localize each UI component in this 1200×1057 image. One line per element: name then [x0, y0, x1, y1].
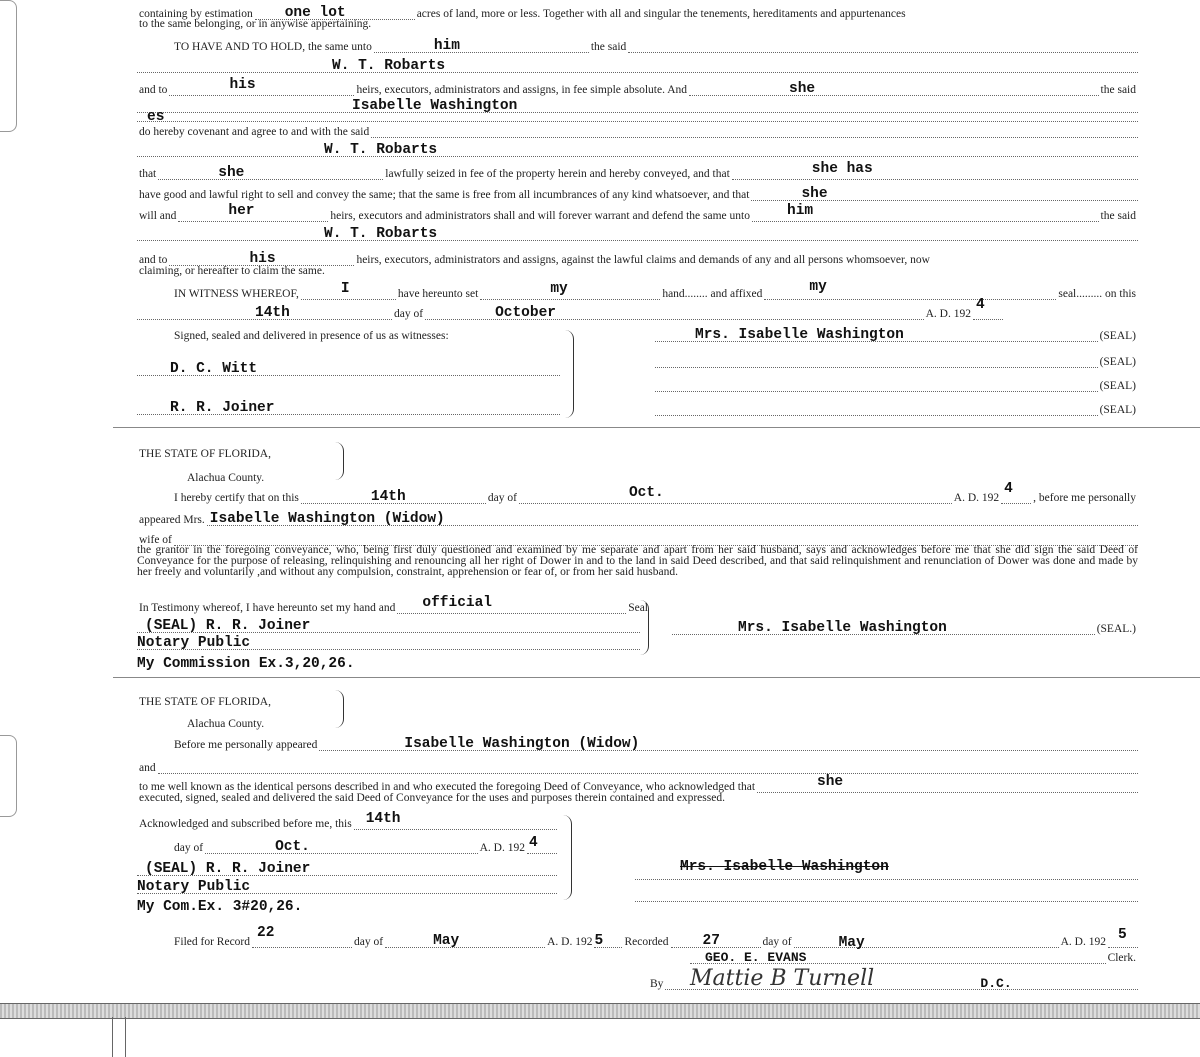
label: the said: [1100, 84, 1136, 96]
label: that: [139, 168, 157, 180]
signature-line: [655, 398, 1138, 416]
signature-line: [635, 859, 1138, 880]
date-line: [137, 297, 1003, 321]
label: day of: [487, 492, 517, 504]
label: THE STATE OF FLORIDA,: [139, 448, 271, 460]
witness-line: [137, 397, 560, 415]
brace: [565, 330, 574, 418]
divider: [113, 427, 1200, 428]
field: [178, 205, 328, 222]
typed-value: 4: [529, 835, 538, 851]
field: [689, 79, 1099, 96]
label: have hereunto set: [397, 288, 479, 300]
label: day of: [762, 936, 792, 948]
typed-value: Isabelle Washington (Widow): [404, 736, 640, 752]
label: and to: [139, 254, 168, 266]
notary-line: [137, 858, 557, 876]
brace: [335, 690, 344, 728]
field: [207, 509, 1138, 526]
typed-value: 14th: [370, 489, 406, 505]
label: A. D. 192: [1060, 936, 1106, 948]
commission-text: My Com.Ex. 3#20,26.: [137, 899, 303, 915]
label: and to: [139, 84, 168, 96]
field: [764, 279, 1056, 300]
label: By: [650, 978, 664, 990]
label: day of: [394, 308, 424, 320]
typed-value: W. T. Robarts: [332, 58, 446, 74]
field: [655, 351, 1098, 368]
field: [137, 859, 557, 876]
label: Filed for Record: [174, 936, 251, 948]
typed-value: his: [229, 77, 256, 93]
typed-value: 5: [594, 933, 604, 949]
notary-line: [137, 876, 557, 894]
field: [137, 140, 1138, 157]
brace: [640, 600, 649, 655]
county-line: [185, 712, 1138, 730]
commission-text: My Commission Ex.3,20,26.: [137, 656, 355, 672]
date-line: [172, 836, 557, 854]
label-line: [172, 324, 540, 342]
field: [137, 359, 560, 376]
field: [752, 205, 1099, 222]
field: [690, 947, 1106, 964]
signature-line: [672, 617, 1138, 635]
line: [137, 259, 1138, 277]
label: the said: [1100, 210, 1136, 222]
binder-mark: [0, 735, 17, 817]
label: do hereby covenant and agree to and with the said: [139, 126, 370, 138]
label: A. D. 192: [547, 936, 593, 948]
label: heirs, executors, administrators and assigns, in fee simple absolute. And: [356, 84, 687, 96]
field: [137, 398, 560, 415]
label: THE STATE OF FLORIDA,: [139, 696, 271, 708]
typed-value: (SEAL) R. R. Joiner: [145, 618, 311, 634]
field: [301, 283, 396, 300]
label: Recorded: [624, 936, 669, 948]
label: Acknowledged and subscribed before me, this: [139, 818, 352, 830]
typed-value: she: [817, 774, 844, 790]
label: heirs, executors, administrators and assigns, against the lawful claims and demands of any and all persons whomsoever, now: [356, 254, 930, 266]
typed-value: 22: [257, 925, 275, 941]
right-line: [137, 183, 1138, 201]
field: [519, 487, 952, 504]
label: day of: [354, 936, 384, 948]
typed-value: 14th: [255, 305, 290, 321]
and-line: [137, 756, 1138, 774]
label: IN WITNESS WHEREOF,: [174, 288, 299, 300]
field: [137, 877, 557, 894]
signature-line: [655, 374, 1138, 392]
divider: [113, 677, 1200, 678]
field: [137, 303, 392, 320]
field: [594, 931, 622, 948]
brace: [335, 442, 344, 480]
field: [137, 56, 1138, 73]
field: [751, 184, 1138, 201]
label: Seal: [628, 602, 648, 614]
witness-line: [137, 358, 560, 376]
typed-value: official: [422, 595, 493, 611]
appeared-line: [137, 508, 1138, 526]
witness-whereof-line: [172, 279, 1138, 300]
typed-value: she: [801, 186, 828, 202]
line: [137, 12, 1138, 30]
label: day of: [174, 842, 204, 854]
typed-value: my: [809, 279, 827, 295]
label: A. D. 192: [953, 492, 1000, 504]
typed-value: her: [228, 203, 255, 219]
typed-value: Oct.: [628, 485, 664, 501]
margin-rule: [125, 1017, 126, 1057]
field: [158, 757, 1138, 774]
typed-value: I: [340, 281, 350, 297]
heirs-line: [137, 78, 1138, 96]
typed-value: May: [838, 935, 865, 951]
label: Alachua County.: [187, 718, 265, 730]
appeared-line: [172, 733, 1138, 751]
field: [672, 618, 1095, 635]
typed-value: Notary Public: [137, 635, 251, 651]
field: [655, 375, 1098, 392]
typed-value: October: [495, 305, 556, 321]
label: to me well known as the identical persons described in and who executed the foregoing Deed of Conveyance, who acknowledged that: [139, 781, 756, 793]
label: claiming, or hereafter to claim the same.: [139, 265, 325, 277]
label: appeared Mrs.: [139, 514, 205, 526]
label: (SEAL): [1099, 330, 1136, 342]
label: and: [139, 762, 156, 774]
field: [301, 487, 486, 504]
page-bottom-border: [0, 1003, 1200, 1019]
county-line: [185, 466, 1138, 484]
label: , before me personally: [1033, 492, 1136, 504]
field: [252, 925, 352, 948]
clerk-line: [690, 946, 1138, 964]
field: [137, 224, 1138, 241]
label: I hereby certify that on this: [174, 492, 299, 504]
certify-line: [172, 481, 1138, 505]
warrant-line: [137, 204, 1138, 222]
typed-value: 4: [976, 297, 985, 313]
typed-value: GEO. E. EVANS: [705, 950, 807, 965]
covenant-line: [137, 120, 1138, 138]
label: the said: [590, 41, 627, 53]
typed-value: Isabelle Washington: [352, 98, 518, 114]
label: Signed, sealed and delivered in presence of us as witnesses:: [174, 330, 449, 342]
typed-value: 27: [702, 933, 720, 949]
typed-value: his: [249, 251, 276, 267]
field: [732, 163, 1138, 180]
typed-value: (SEAL) R. R. Joiner: [145, 861, 311, 877]
typed-value: him: [433, 38, 460, 54]
label: seal......... on this: [1058, 288, 1136, 300]
seized-line: [137, 162, 1138, 180]
grantee-line: [137, 223, 1138, 241]
notary-line: [137, 615, 640, 633]
field: [319, 734, 1138, 751]
label: executed, signed, sealed and delivered the said Deed of Conveyance for the uses and purposes therein contained and expressed.: [139, 792, 725, 804]
field: [169, 79, 354, 96]
typed-value: my: [550, 281, 568, 297]
label: lawfully seized in fee of the property herein and hereby conveyed, and that: [385, 168, 730, 180]
label: (SEAL): [1099, 404, 1136, 416]
field: [137, 633, 640, 650]
typed-value: she: [789, 81, 816, 97]
label: In Testimony whereof, I have hereunto set my hand and: [139, 602, 396, 614]
label: will and: [139, 210, 177, 222]
field: [655, 325, 1098, 342]
field: [371, 121, 1138, 138]
typed-value: she: [218, 165, 245, 181]
typed-value: him: [787, 203, 814, 219]
field: [397, 597, 626, 614]
label: (SEAL): [1099, 380, 1136, 392]
label: TO HAVE AND TO HOLD, the same unto: [174, 41, 372, 53]
field: [628, 36, 1138, 53]
label: hand........ and affixed: [662, 288, 763, 300]
typed-value: D.C.: [980, 976, 1012, 991]
state-line: [137, 442, 1138, 460]
typed-value: May: [433, 933, 460, 949]
testimony-line: [137, 596, 650, 614]
label: wife of: [139, 534, 172, 546]
label: A. D. 192: [479, 842, 525, 854]
field: [480, 283, 660, 300]
signature-line: [655, 324, 1138, 342]
label: have good and lawful right to sell and convey the same; that the same is free from all incumbrances of any kind whatsoever, and that: [139, 189, 750, 201]
typed-value: one lot: [284, 5, 346, 21]
typed-value: 5: [1118, 927, 1127, 943]
field: [354, 813, 557, 830]
field: [635, 885, 1138, 902]
typed-value: Mrs. Isabelle Washington: [680, 859, 889, 875]
typed-value: 14th: [365, 811, 401, 827]
typed-value: 4: [1004, 481, 1013, 497]
typed-value: Isabelle Washington (Widow): [209, 511, 445, 527]
field: [1001, 481, 1031, 504]
label: containing by estimation: [139, 8, 253, 20]
label: to the same belonging, or in anywise appertaining.: [139, 18, 372, 30]
witness-name: R. R. Joiner: [170, 400, 275, 416]
label: Clerk.: [1107, 952, 1136, 964]
signature-line: [655, 350, 1138, 368]
notary-line: [137, 632, 640, 650]
field: [137, 616, 640, 633]
subscribed-line: [137, 812, 557, 830]
field: [425, 303, 924, 320]
typed-value: W. T. Robarts: [324, 226, 438, 242]
typed-value: Mrs. Isabelle Washington: [738, 620, 947, 636]
label: Before me personally appeared: [174, 739, 318, 751]
field: [973, 297, 1003, 320]
deputy-clerk-signature: Mattie B Turnell: [690, 966, 875, 991]
label: acres of land, more or less. Together with all and singular the tenements, hereditaments and appurtenances: [416, 8, 906, 20]
binder-mark: [0, 0, 17, 132]
typed-value: Oct.: [275, 839, 310, 855]
line: [137, 786, 1138, 804]
field: [527, 837, 557, 854]
field: [655, 399, 1098, 416]
dower-paragraph: the grantor in the foregoing conveyance, who, being first duly questioned and examined by me separate and apart from her said husband, says and acknowledges before me that she did sign the said Deed of Conveyance for the purpose of releasing, relinquishing and renouncing all her right of Dower in and to the land in said Deed described, and that said relinquishment and renunciation of Dower was done and made by her freely and voluntarily ,and without any compulsion, constraint, apprehension or fear of, or from her said husband.: [137, 544, 1138, 578]
grantee-line: [137, 139, 1138, 157]
field: [158, 163, 383, 180]
label: A. D. 192: [925, 308, 971, 320]
typed-value: W. T. Robarts: [324, 142, 438, 158]
typed-value: Notary Public: [137, 879, 251, 895]
label: Alachua County.: [187, 472, 265, 484]
state-line: [137, 690, 1138, 708]
label: heirs, executors and administrators shall and will forever warrant and defend the same unto: [330, 210, 750, 222]
habendum-line: [172, 35, 1138, 53]
typed-value: she has: [811, 161, 873, 177]
typed-value: Mrs. Isabelle Washington: [695, 327, 904, 343]
label: (SEAL): [1099, 356, 1136, 368]
typed-value: es: [147, 109, 165, 125]
brace: [563, 815, 572, 900]
field: [374, 36, 589, 53]
margin-rule: [112, 1017, 113, 1057]
field: [205, 837, 478, 854]
witness-name: D. C. Witt: [170, 361, 258, 377]
field: [635, 859, 1138, 880]
field: [385, 931, 545, 948]
signature-line: [635, 884, 1138, 902]
grantee-line: [137, 55, 1138, 73]
label: (SEAL.): [1096, 623, 1136, 635]
